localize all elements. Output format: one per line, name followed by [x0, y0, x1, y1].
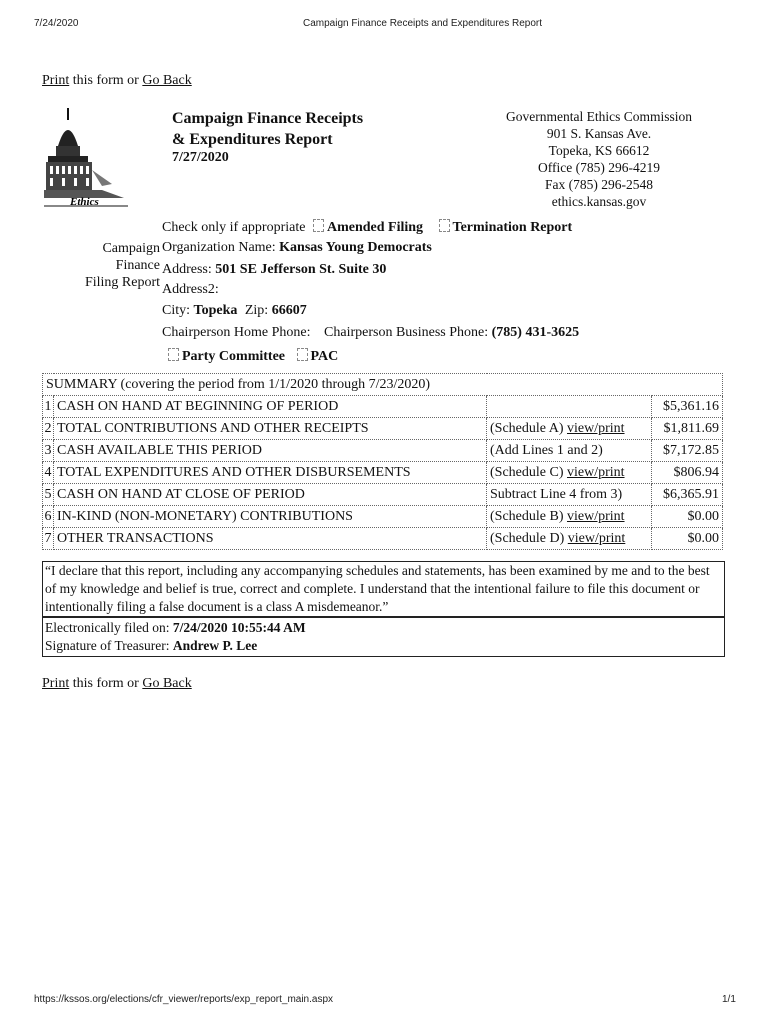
- summary-row: [43, 462, 723, 484]
- org-name-value: Kansas Young Democrats: [279, 240, 432, 255]
- summary-row: [43, 484, 723, 506]
- summary-row: [43, 528, 723, 550]
- bottom-nav: [42, 676, 192, 692]
- summary-row: [43, 506, 723, 528]
- summary-line-label: TOTAL CONTRIBUTIONS AND OTHER RECEIPTS: [54, 418, 487, 440]
- org-name-row: [162, 240, 432, 256]
- summary-line-schedule: [487, 396, 652, 418]
- address-row: [162, 262, 386, 278]
- summary-line-number: 7: [43, 528, 54, 550]
- logo-text: Ethics: [70, 196, 99, 208]
- commission-street: 901 S. Kansas Ave.: [546, 126, 652, 141]
- address2-label: Address2:: [162, 282, 219, 297]
- print-link[interactable]: Print: [42, 73, 70, 88]
- go-back-link[interactable]: Go Back: [142, 73, 192, 88]
- summary-line-label: TOTAL EXPENDITURES AND OTHER DISBURSEMENTS: [54, 462, 487, 484]
- summary-line-number: 5: [43, 484, 54, 506]
- pac-label: PAC: [310, 349, 339, 364]
- commission-address: [480, 108, 718, 210]
- campaign-finance-side-label: [60, 240, 160, 291]
- schedule-note: (Schedule C): [490, 464, 564, 480]
- summary-line-number: 6: [43, 506, 54, 528]
- summary-line-schedule: [487, 418, 652, 440]
- summary-line-number: 1: [43, 396, 54, 418]
- org-name-label: Organization Name:: [162, 240, 276, 255]
- termination-checkbox[interactable]: [439, 219, 450, 232]
- party-committee-checkbox[interactable]: [168, 348, 179, 361]
- party-committee-label: Party Committee: [182, 349, 286, 364]
- amended-checkbox[interactable]: [313, 219, 324, 232]
- schedule-note: (Schedule B): [490, 508, 564, 524]
- ethics-capitol-logo: [42, 106, 132, 208]
- summary-line-schedule: [487, 462, 652, 484]
- summary-table: [42, 373, 723, 550]
- summary-line-label: OTHER TRANSACTIONS: [54, 528, 487, 550]
- summary-row: [43, 396, 723, 418]
- signature-label: Signature of Treasurer:: [45, 638, 170, 653]
- summary-heading: SUMMARY (covering the period from 1/1/2020 through 7/23/2020): [43, 374, 723, 396]
- summary-heading-row: [43, 374, 723, 396]
- filed-on-row: [45, 619, 722, 637]
- summary-line-amount: $806.94: [652, 462, 723, 484]
- print-link-bottom[interactable]: Print: [42, 676, 70, 691]
- zip-label: Zip:: [244, 303, 269, 318]
- summary-line-label: CASH ON HAND AT BEGINNING OF PERIOD: [54, 396, 487, 418]
- pac-checkbox[interactable]: [297, 348, 308, 361]
- phone-row: [162, 325, 579, 341]
- side-label-1: Campaign: [102, 241, 160, 256]
- summary-line-amount: $5,361.16: [652, 396, 723, 418]
- check-text: Check only if appropriate: [162, 220, 306, 235]
- print-title: Campaign Finance Receipts and Expenditures Report: [303, 18, 543, 29]
- summary-line-amount: $0.00: [652, 528, 723, 550]
- summary-row: [43, 418, 723, 440]
- declaration-statement: “I declare that this report, including any accompanying schedules and statements, has been examined by me and to the best of my knowledge and belief is true, correct and complete. I understand that the intentional failure to file this document or intentionally filing a false document is a class A misdemeanor.”: [42, 561, 725, 617]
- home-phone-label: Chairperson Home Phone:: [162, 325, 311, 340]
- business-phone-value: (785) 431-3625: [491, 325, 580, 340]
- print-date: 7/24/2020: [34, 18, 79, 29]
- zip-value: 66607: [271, 303, 307, 318]
- view-print-link[interactable]: view/print: [567, 530, 626, 546]
- report-date: 7/27/2020: [172, 150, 229, 165]
- view-print-link[interactable]: view/print: [566, 420, 625, 436]
- schedule-note: (Schedule D): [490, 530, 565, 546]
- summary-line-schedule: [487, 528, 652, 550]
- commission-fax: Fax (785) 296-2548: [545, 177, 653, 192]
- city-zip-row: [162, 303, 307, 319]
- signature-row: [45, 637, 722, 655]
- nav-text-bottom: this form or: [72, 676, 139, 691]
- business-phone-label: Chairperson Business Phone:: [324, 325, 489, 340]
- commission-city: Topeka, KS 66612: [548, 143, 650, 158]
- committee-type-row: [168, 348, 338, 365]
- summary-line-number: 2: [43, 418, 54, 440]
- summary-line-number: 3: [43, 440, 54, 462]
- city-value: Topeka: [193, 303, 238, 318]
- commission-name: Governmental Ethics Commission: [506, 109, 692, 124]
- amended-label: Amended Filing: [326, 220, 424, 235]
- schedule-note: (Schedule A): [490, 420, 564, 436]
- schedule-note: Subtract Line 4 from 3): [490, 486, 623, 502]
- filing-type-row: [162, 219, 572, 236]
- view-print-link[interactable]: view/print: [566, 464, 625, 480]
- address-label: Address:: [162, 262, 212, 277]
- summary-line-number: 4: [43, 462, 54, 484]
- summary-line-amount: $1,811.69: [652, 418, 723, 440]
- print-page-number: 1/1: [722, 994, 736, 1005]
- summary-line-amount: $7,172.85: [652, 440, 723, 462]
- filing-signature-box: [42, 617, 725, 657]
- go-back-link-bottom[interactable]: Go Back: [142, 676, 192, 691]
- side-label-2: Finance: [115, 258, 160, 273]
- summary-line-schedule: [487, 440, 652, 462]
- report-title-line1: Campaign Finance Receipts: [172, 110, 364, 127]
- summary-line-amount: $0.00: [652, 506, 723, 528]
- nav-text: this form or: [72, 73, 139, 88]
- city-label: City:: [162, 303, 191, 318]
- address-value: 501 SE Jefferson St. Suite 30: [215, 262, 387, 277]
- print-url: https://kssos.org/elections/cfr_viewer/reports/exp_report_main.aspx: [34, 994, 334, 1005]
- filed-on-value: 7/24/2020 10:55:44 AM: [172, 620, 306, 635]
- summary-line-amount: $6,365.91: [652, 484, 723, 506]
- view-print-link[interactable]: view/print: [566, 508, 625, 524]
- report-title-line2: & Expenditures Report: [172, 131, 333, 148]
- schedule-note: (Add Lines 1 and 2): [490, 442, 603, 458]
- termination-label: Termination Report: [452, 220, 573, 235]
- side-label-3: Filing Report: [84, 275, 160, 290]
- commission-phone: Office (785) 296-4219: [538, 160, 660, 175]
- summary-line-schedule: [487, 506, 652, 528]
- commission-website: ethics.kansas.gov: [551, 194, 647, 209]
- summary-line-schedule: [487, 484, 652, 506]
- top-nav: [42, 73, 192, 89]
- summary-row: [43, 440, 723, 462]
- filed-on-label: Electronically filed on:: [45, 620, 170, 635]
- summary-line-label: CASH AVAILABLE THIS PERIOD: [54, 440, 487, 462]
- summary-line-label: IN-KIND (NON-MONETARY) CONTRIBUTIONS: [54, 506, 487, 528]
- signature-value: Andrew P. Lee: [172, 638, 258, 653]
- summary-line-label: CASH ON HAND AT CLOSE OF PERIOD: [54, 484, 487, 506]
